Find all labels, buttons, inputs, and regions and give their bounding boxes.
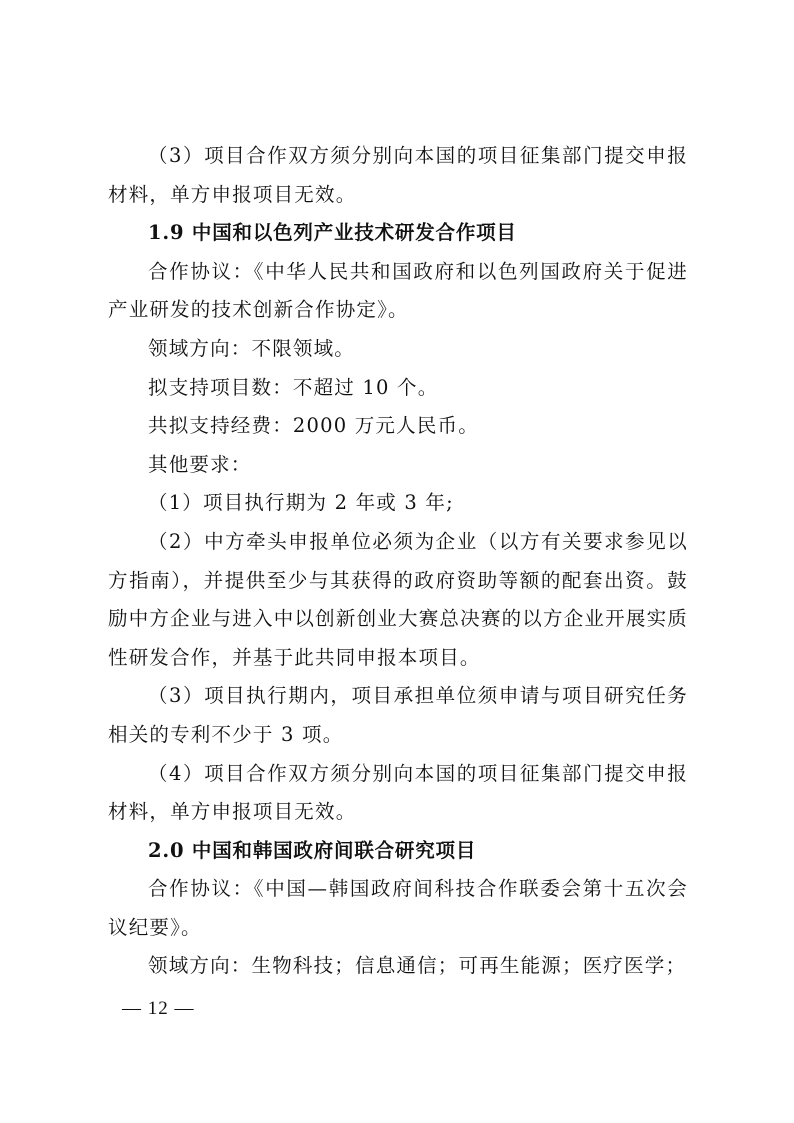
paragraph: （4）项目合作双方须分别向本国的项目征集部门提交申报材料，单方申报项目无效。	[108, 761, 688, 824]
section-heading: 1.9 中国和以色列产业技术研发合作项目	[148, 221, 517, 245]
page-number: — 12 —	[122, 998, 195, 1019]
paragraph: 合作协议：《中国—韩国政府间科技合作联委会第十五次会议纪要》。	[108, 877, 688, 939]
paragraph: （3）项目合作双方须分别向本国的项目征集部门提交申报材料，单方申报项目无效。	[108, 144, 688, 206]
paragraph: 共拟支持经费：2000 万元人民币。	[148, 414, 479, 438]
paragraph: 领域方向：不限领域。	[148, 336, 356, 360]
paragraph: （3）项目执行期内，项目承担单位须申请与项目研究任务相关的专利不少于 3 项。	[108, 684, 688, 746]
paragraph: （2）中方牵头申报单位必须为企业（以方有关要求参见以方指南），并提供至少与其获得的政府资助等额的配套出资。鼓励中方企业与进入中以创新创业大赛总决赛的以方企业开展实质性研发合作，并基于此共同申报本项目。	[108, 529, 688, 669]
section-heading: 2.0 中国和韩国政府间联合研究项目	[148, 838, 477, 862]
paragraph: 领域方向：生物科技；信息通信；可再生能源；医疗医学；	[148, 954, 687, 978]
paragraph: 拟支持项目数：不超过 10 个。	[148, 375, 439, 399]
paragraph: （1）项目执行期为 2 年或 3 年;	[148, 491, 454, 515]
document-body	[108, 137, 688, 986]
paragraph: 其他要求：	[148, 452, 252, 476]
paragraph: 合作协议：《中华人民共和国政府和以色列国政府关于促进产业研发的技术创新合作协定》。	[108, 259, 688, 322]
